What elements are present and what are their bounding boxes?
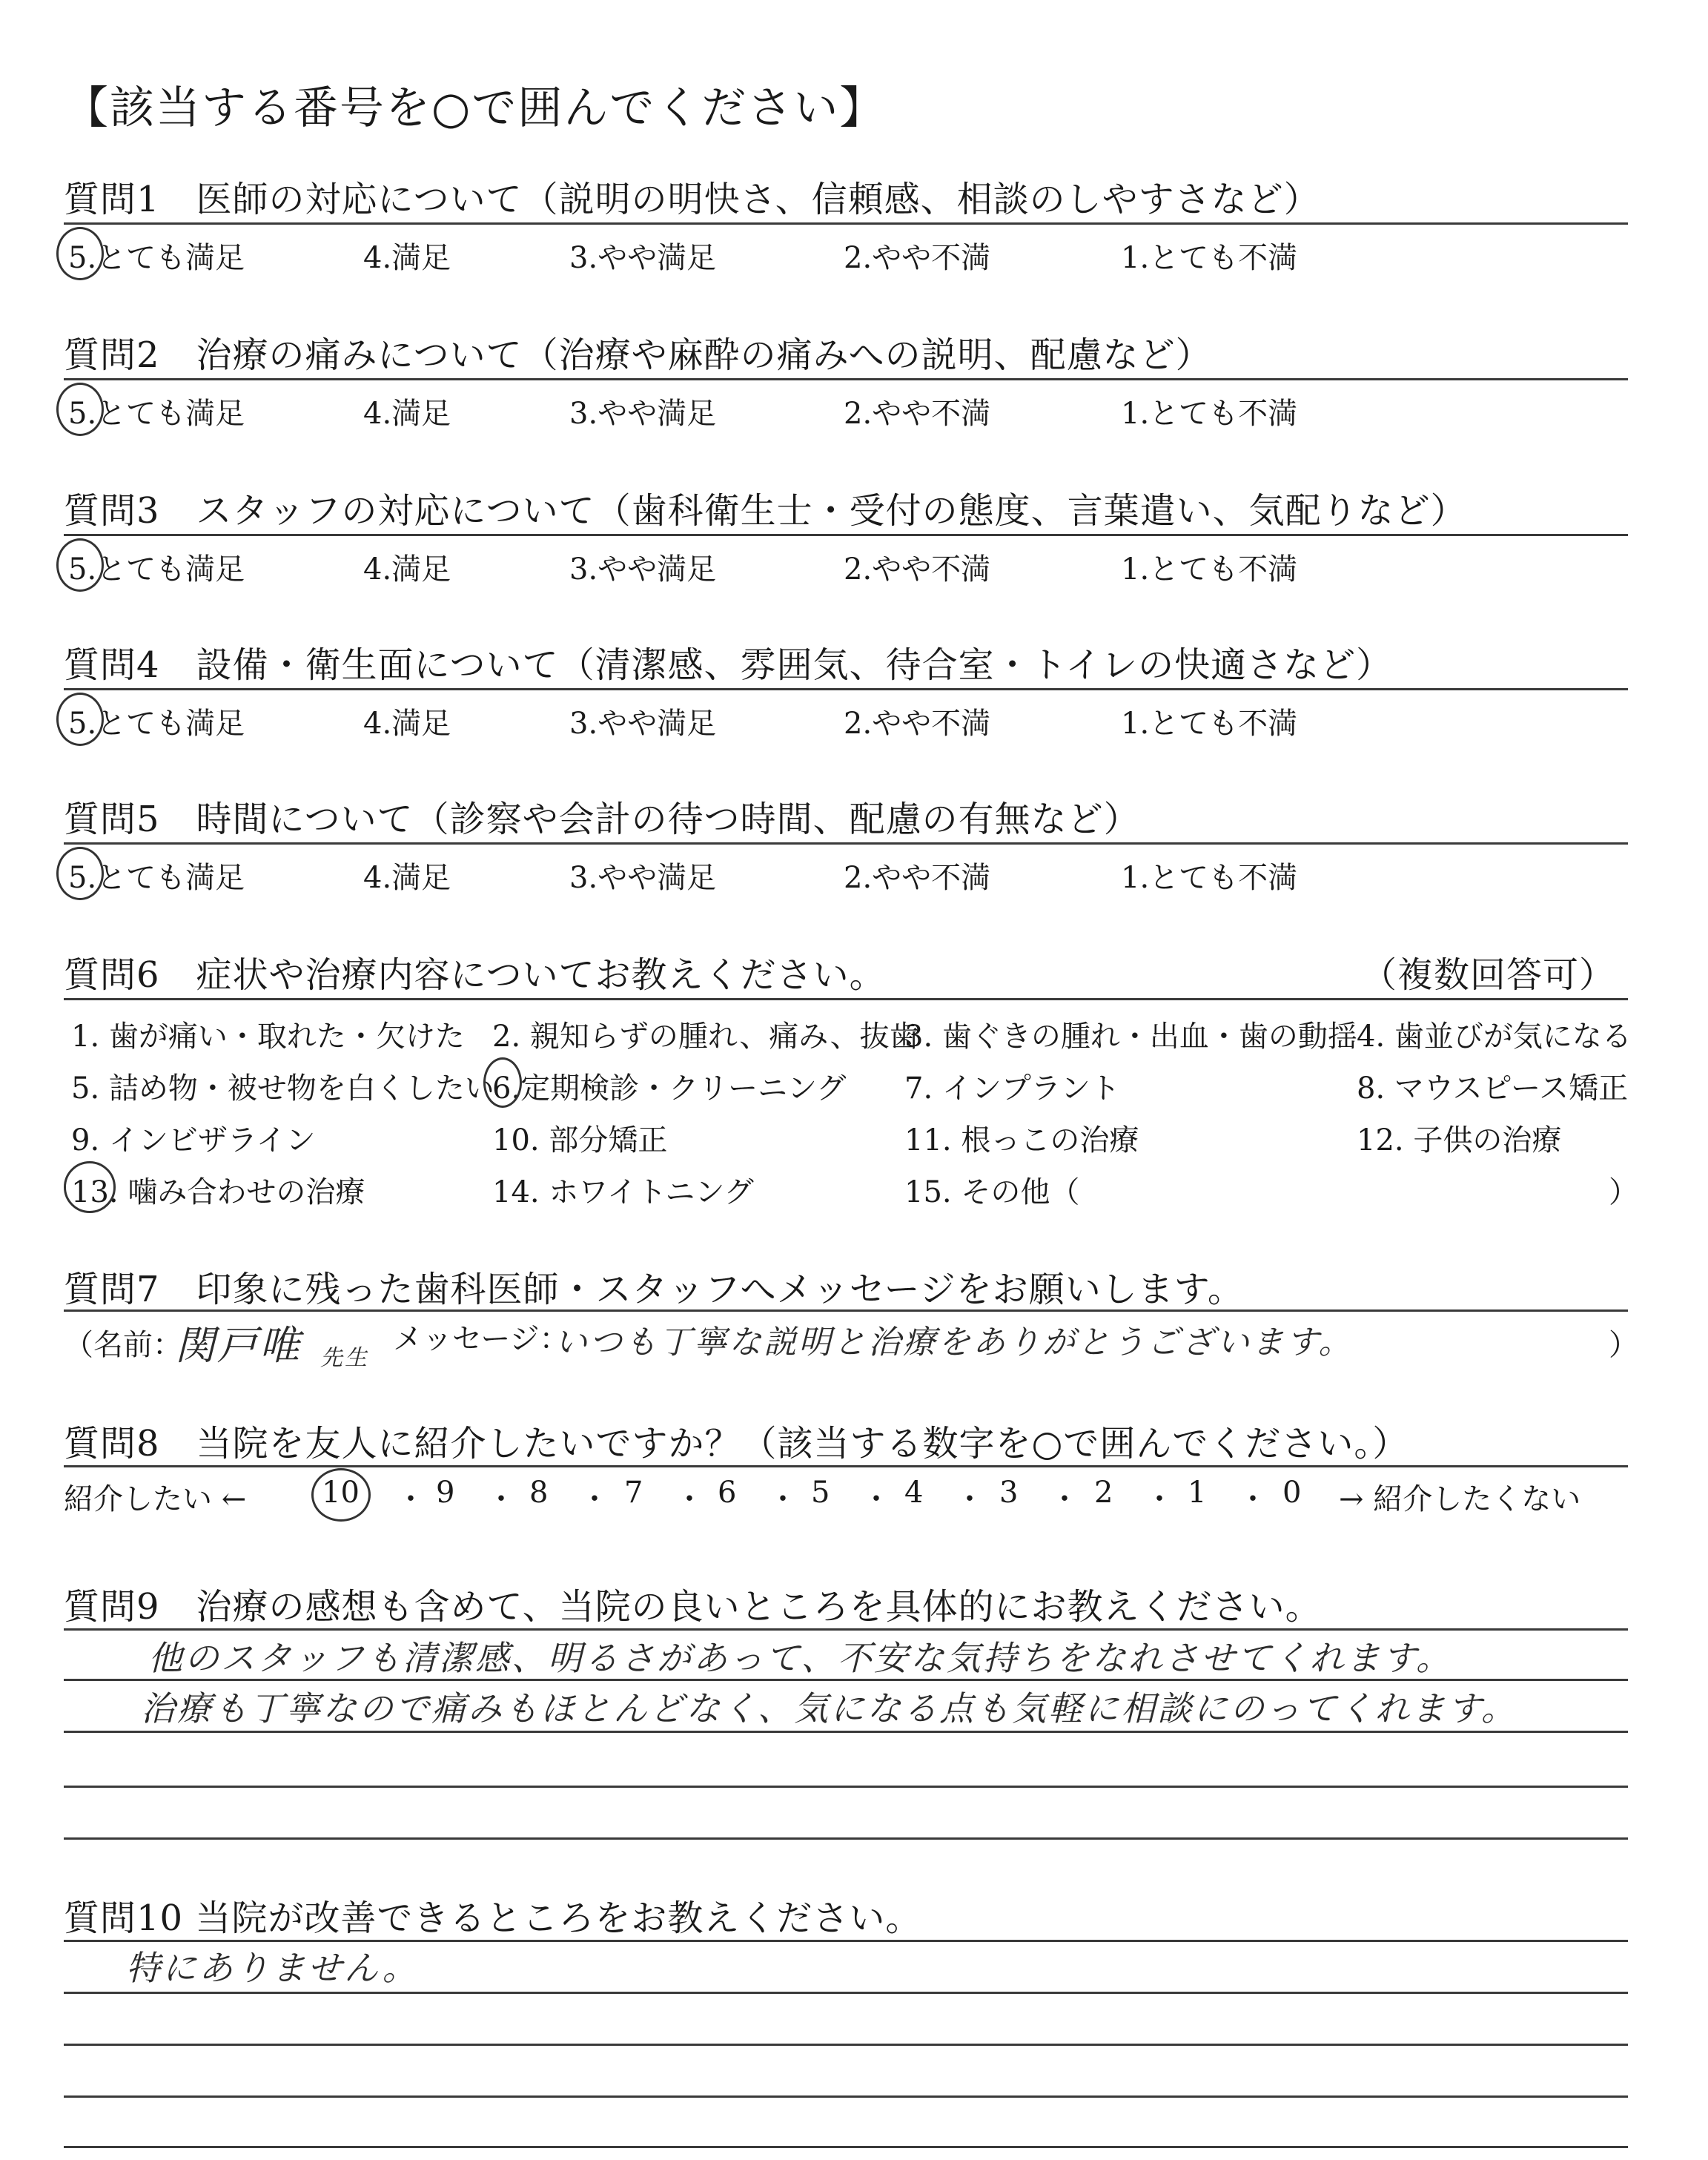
q2-option-4[interactable]: 4.満足 (363, 397, 451, 431)
selection-circle (56, 693, 104, 746)
q6-item-1[interactable]: 1. 歯が痛い・取れた・欠けた (71, 1020, 465, 1054)
q7-message-handwritten: いつも丁寧な説明と治療をありがとうございます。 (555, 1324, 1354, 1361)
q6-item-9[interactable]: 9. インビザライン (71, 1123, 316, 1157)
q6-item-5[interactable]: 5. 詰め物・被せ物を白くしたい (71, 1071, 494, 1106)
answer-line (64, 1628, 1628, 1631)
answer-line (64, 1786, 1628, 1788)
q2-option-2[interactable]: 2.やや不満 (844, 397, 991, 431)
selection-circle (483, 1057, 522, 1108)
question-3-title: 質問3 スタッフの対応について（歯科衛生士・受付の態度、言葉遣い、気配りなど） (64, 490, 1467, 532)
selection-circle (56, 383, 104, 436)
q6-item-7[interactable]: 7. インプラント (904, 1071, 1120, 1106)
dot-separator: ・ (1238, 1482, 1268, 1516)
dot-separator: ・ (1145, 1482, 1174, 1516)
q6-item-13[interactable]: 13. 噛み合わせの治療 (71, 1175, 365, 1209)
q2-option-1[interactable]: 1.とても不満 (1121, 397, 1298, 431)
page-title: 【該当する番号を○で囲んでください】 (64, 82, 886, 134)
selection-circle (56, 847, 104, 900)
q5-option-4[interactable]: 4.満足 (363, 861, 451, 895)
q6-item-11[interactable]: 11. 根っこの治療 (904, 1123, 1139, 1157)
q6-item-4[interactable]: 4. 歯並びが気になる (1357, 1020, 1632, 1054)
question-9-title: 質問9 治療の感想も含めて、当院の良いところを具体的にお教えください。 (64, 1586, 1322, 1628)
q8-scale-7[interactable]: 7 (624, 1476, 643, 1510)
q3-option-1[interactable]: 1.とても不満 (1121, 552, 1298, 587)
q4-option-4[interactable]: 4.満足 (363, 707, 451, 741)
answer-line (64, 1992, 1628, 1994)
q6-item-10[interactable]: 10. 部分矯正 (492, 1123, 668, 1157)
answer-line (64, 1731, 1628, 1733)
dot-separator: ・ (396, 1482, 426, 1516)
q3-option-2[interactable]: 2.やや不満 (844, 552, 991, 587)
q1-option-2[interactable]: 2.やや不満 (844, 241, 991, 275)
q6-item-8[interactable]: 8. マウスピース矯正 (1357, 1071, 1629, 1106)
selection-circle (56, 227, 104, 280)
divider (64, 534, 1628, 536)
q6-other-close: ） (1609, 1175, 1638, 1209)
dot-separator: ・ (1050, 1482, 1079, 1516)
q4-option-2[interactable]: 2.やや不満 (844, 707, 991, 741)
dot-separator: ・ (861, 1482, 891, 1516)
q6-item-2[interactable]: 2. 親知らずの腫れ、痛み、抜歯 (492, 1020, 919, 1054)
dot-separator: ・ (768, 1482, 798, 1516)
q2-option-5[interactable]: 5.とても満足 (68, 397, 245, 431)
question-2-title: 質問2 治療の痛みについて（治療や麻酔の痛みへの説明、配慮など） (64, 334, 1212, 376)
q8-scale-10[interactable]: 10 (322, 1476, 360, 1510)
divider (64, 1465, 1628, 1467)
q4-option-3[interactable]: 3.やや満足 (569, 707, 717, 741)
q8-scale-0[interactable]: 0 (1282, 1476, 1302, 1510)
question-8-title: 質問8 当院を友人に紹介したいですか？（該当する数字を○で囲んでください。） (64, 1423, 1409, 1464)
selection-circle (311, 1468, 371, 1522)
q8-scale-8[interactable]: 8 (529, 1476, 549, 1510)
q8-left-label: 紹介したい ← (64, 1482, 247, 1516)
q5-option-1[interactable]: 1.とても不満 (1121, 861, 1298, 895)
divider (64, 1309, 1628, 1312)
q8-scale-9[interactable]: 9 (436, 1476, 455, 1510)
question-7-title: 質問7 印象に残った歯科医師・スタッフへメッセージをお願いします。 (64, 1269, 1244, 1310)
dot-separator: ・ (955, 1482, 984, 1516)
multiple-answers-note: （複数回答可） (1361, 954, 1616, 996)
q5-option-3[interactable]: 3.やや満足 (569, 861, 717, 895)
q3-option-4[interactable]: 4.満足 (363, 552, 451, 587)
q8-scale-1[interactable]: 1 (1188, 1476, 1207, 1510)
q1-option-5[interactable]: 5.とても満足 (68, 241, 245, 275)
q3-option-3[interactable]: 3.やや満足 (569, 552, 717, 587)
q5-option-2[interactable]: 2.やや不満 (844, 861, 991, 895)
q7-name-label: （名前： (64, 1328, 182, 1362)
q9-answer-line-1: 他のスタッフも清潔感、明るさがあって、不安な気持ちをなれさせてくれます。 (148, 1638, 1452, 1678)
q7-name-handwritten: 関戸唯 (175, 1322, 302, 1369)
question-4-title: 質問4 設備・衛生面について（清潔感、雰囲気、待合室・トイレの快適さなど） (64, 644, 1393, 686)
q8-scale-4[interactable]: 4 (904, 1476, 924, 1510)
dot-separator: ・ (580, 1482, 609, 1516)
q6-item-6[interactable]: 6.定期検診・クリーニング (492, 1071, 847, 1106)
question-1-title: 質問1 医師の対応について（説明の明快さ、信頼感、相談のしやすさなど） (64, 179, 1320, 220)
q5-option-5[interactable]: 5.とても満足 (68, 861, 245, 895)
selection-circle (64, 1161, 116, 1213)
q10-answer-line-1: 特にありません。 (126, 1948, 419, 1988)
answer-line (64, 1837, 1628, 1840)
q1-option-3[interactable]: 3.やや満足 (569, 241, 717, 275)
q3-option-5[interactable]: 5.とても満足 (68, 552, 245, 587)
q8-scale-6[interactable]: 6 (718, 1476, 737, 1510)
q6-item-12[interactable]: 12. 子供の治療 (1357, 1123, 1562, 1157)
q4-option-1[interactable]: 1.とても不満 (1121, 707, 1298, 741)
q8-right-label: → 紹介したくない (1339, 1482, 1581, 1516)
question-10-title: 質問10 当院が改善できるところをお教えください。 (64, 1898, 922, 1939)
answer-line (64, 2095, 1628, 2098)
q7-close-paren: ） (1609, 1328, 1638, 1362)
answer-line (64, 1679, 1628, 1681)
q9-answer-line-2: 治療も丁寧なので痛みもほとんどなく、気になる点も気軽に相談にのってくれます。 (141, 1688, 1517, 1728)
q8-scale-3[interactable]: 3 (999, 1476, 1019, 1510)
dot-separator: ・ (486, 1482, 516, 1516)
q1-option-4[interactable]: 4.満足 (363, 241, 451, 275)
q2-option-3[interactable]: 3.やや満足 (569, 397, 717, 431)
dot-separator: ・ (675, 1482, 704, 1516)
selection-circle (56, 538, 104, 592)
divider (64, 378, 1628, 380)
divider (64, 842, 1628, 845)
divider (64, 998, 1628, 1000)
question-6-title: 質問6 症状や治療内容についてお教えください。 (64, 954, 886, 996)
q8-scale-5[interactable]: 5 (811, 1476, 830, 1510)
q7-message-label: メッセージ： (393, 1322, 569, 1356)
q7-name-suffix-handwritten: 先生 (320, 1345, 369, 1371)
question-5-title: 質問5 時間について（診察や会計の待つ時間、配慮の有無など） (64, 799, 1140, 840)
q6-item-3[interactable]: 3. 歯ぐきの腫れ・出血・歯の動揺 (904, 1020, 1357, 1054)
q8-scale-2[interactable]: 2 (1094, 1476, 1113, 1510)
divider (64, 688, 1628, 690)
q6-item-15[interactable]: 15. その他（ (904, 1175, 1080, 1209)
q4-option-5[interactable]: 5.とても満足 (68, 707, 245, 741)
answer-line (64, 2146, 1628, 2148)
divider (64, 222, 1628, 225)
q1-option-1[interactable]: 1.とても不満 (1121, 241, 1298, 275)
answer-line (64, 2044, 1628, 2046)
q6-item-14[interactable]: 14. ホワイトニング (492, 1175, 754, 1209)
